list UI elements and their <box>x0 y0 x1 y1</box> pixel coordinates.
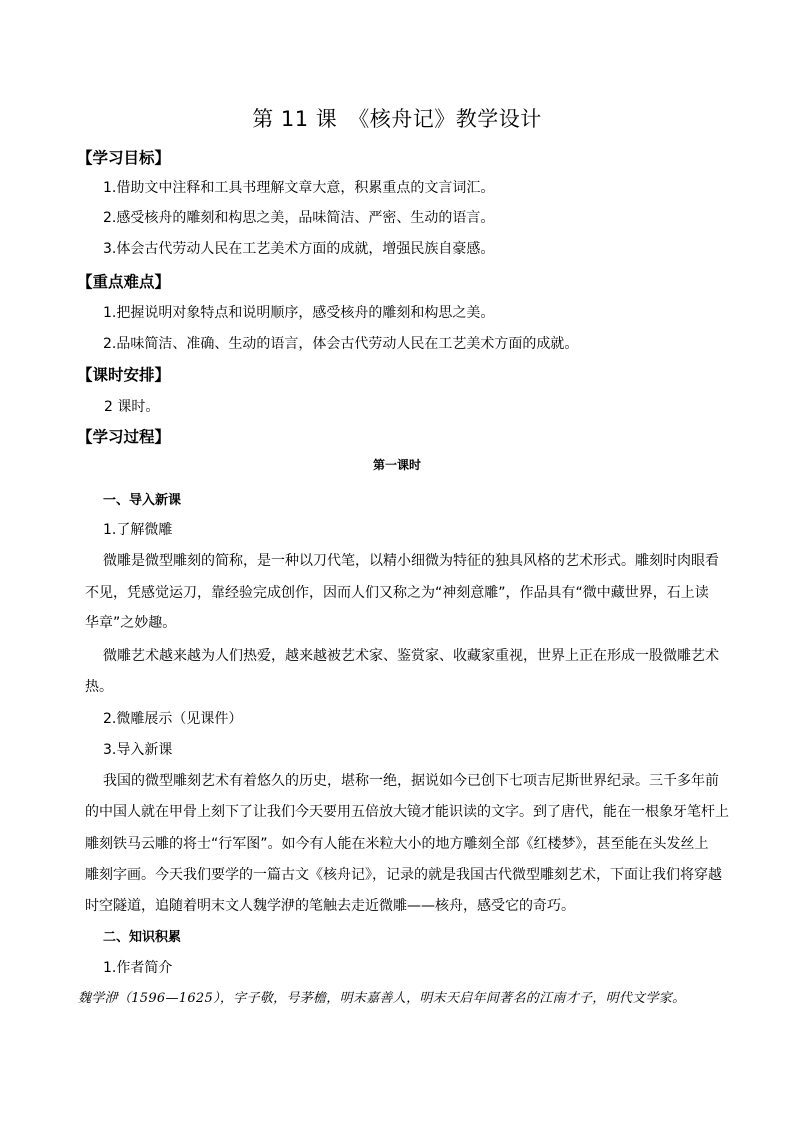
paragraph-line: 华章”之妙趣。 <box>85 615 177 631</box>
paragraph-line: 我国的微型雕刻艺术有着悠久的历史，堪称一绝，据说如今已创下七项吉尼斯世界纪录。三千多年前 <box>103 773 719 789</box>
heading-schedule: 【课时安排】 <box>77 366 171 384</box>
author-intro-line: 魏学洢（1596—1625），字子敬，号茅檐，明末嘉善人，明末天启年间著名的江南才子，明代文学家。 <box>78 991 686 1006</box>
key-point-item: 1.把握说明对象特点和说明顺序，感受核舟的雕刻和构思之美。 <box>103 305 495 321</box>
section-heading-intro: 一、导入新课 <box>103 493 182 508</box>
objective-item: 1.借助文中注释和工具书理解文章大意，积累重点的文言词汇。 <box>103 180 495 196</box>
subheading: 3.导入新课 <box>103 742 173 758</box>
paragraph-line: 热。 <box>85 679 113 695</box>
page-title: 第 11 课 《核舟记》教学设计 <box>252 107 542 131</box>
paragraph-line: 的中国人就在甲骨上刻下了让我们今天要用五倍放大镜才能识读的文字。到了唐代，能在一根象牙笔杆上 <box>85 804 729 820</box>
subheading: 1.作者简介 <box>103 960 173 976</box>
subheading: 2.微雕展示（见课件） <box>103 711 243 727</box>
paragraph-line: 微雕艺术越来越为人们热爱，越来越被艺术家、鉴赏家、收藏家重视，世界上正在形成一股微雕艺术 <box>103 648 719 664</box>
schedule-text: 2 课时。 <box>104 399 160 415</box>
subheading: 1.了解微雕 <box>103 522 173 538</box>
paragraph-line: 雕刻铁马云雕的将士“行军图”。如今有人能在米粒大小的地方雕刻全部《红楼梦》，甚至能在头发丝上 <box>85 836 709 852</box>
session-title: 第一课时 <box>372 458 421 472</box>
heading-key-points: 【重点难点】 <box>77 273 171 291</box>
paragraph-line: 不见，凭感觉运刀，靠经验完成创作，因而人们又称之为“神刻意雕”，作品具有“微中藏世界，石上读 <box>85 585 709 601</box>
paragraph-line: 时空隧道，追随着明末文人魏学洢的笔触去走近微雕——核舟，感受它的奇巧。 <box>85 898 575 914</box>
key-point-item: 2.品味简洁、准确、生动的语言，体会古代劳动人民在工艺美术方面的成就。 <box>103 336 579 352</box>
section-heading-knowledge: 二、知识积累 <box>103 930 182 945</box>
heading-objectives: 【学习目标】 <box>77 149 171 167</box>
objective-item: 3.体会古代劳动人民在工艺美术方面的成就，增强民族自豪感。 <box>103 241 495 257</box>
paragraph-line: 微雕是微型雕刻的简称，是一种以刀代笔，以精小细微为特征的独具风格的艺术形式。雕刻时肉眼看 <box>103 553 719 569</box>
paragraph-line: 雕刻字画。今天我们要学的一篇古文《核舟记》，记录的就是我国古代微型雕刻艺术，下面让我们将穿越 <box>85 867 722 883</box>
objective-item: 2.感受核舟的雕刻和构思之美，品味简洁、严密、生动的语言。 <box>103 210 495 226</box>
heading-process: 【学习过程】 <box>77 428 171 446</box>
